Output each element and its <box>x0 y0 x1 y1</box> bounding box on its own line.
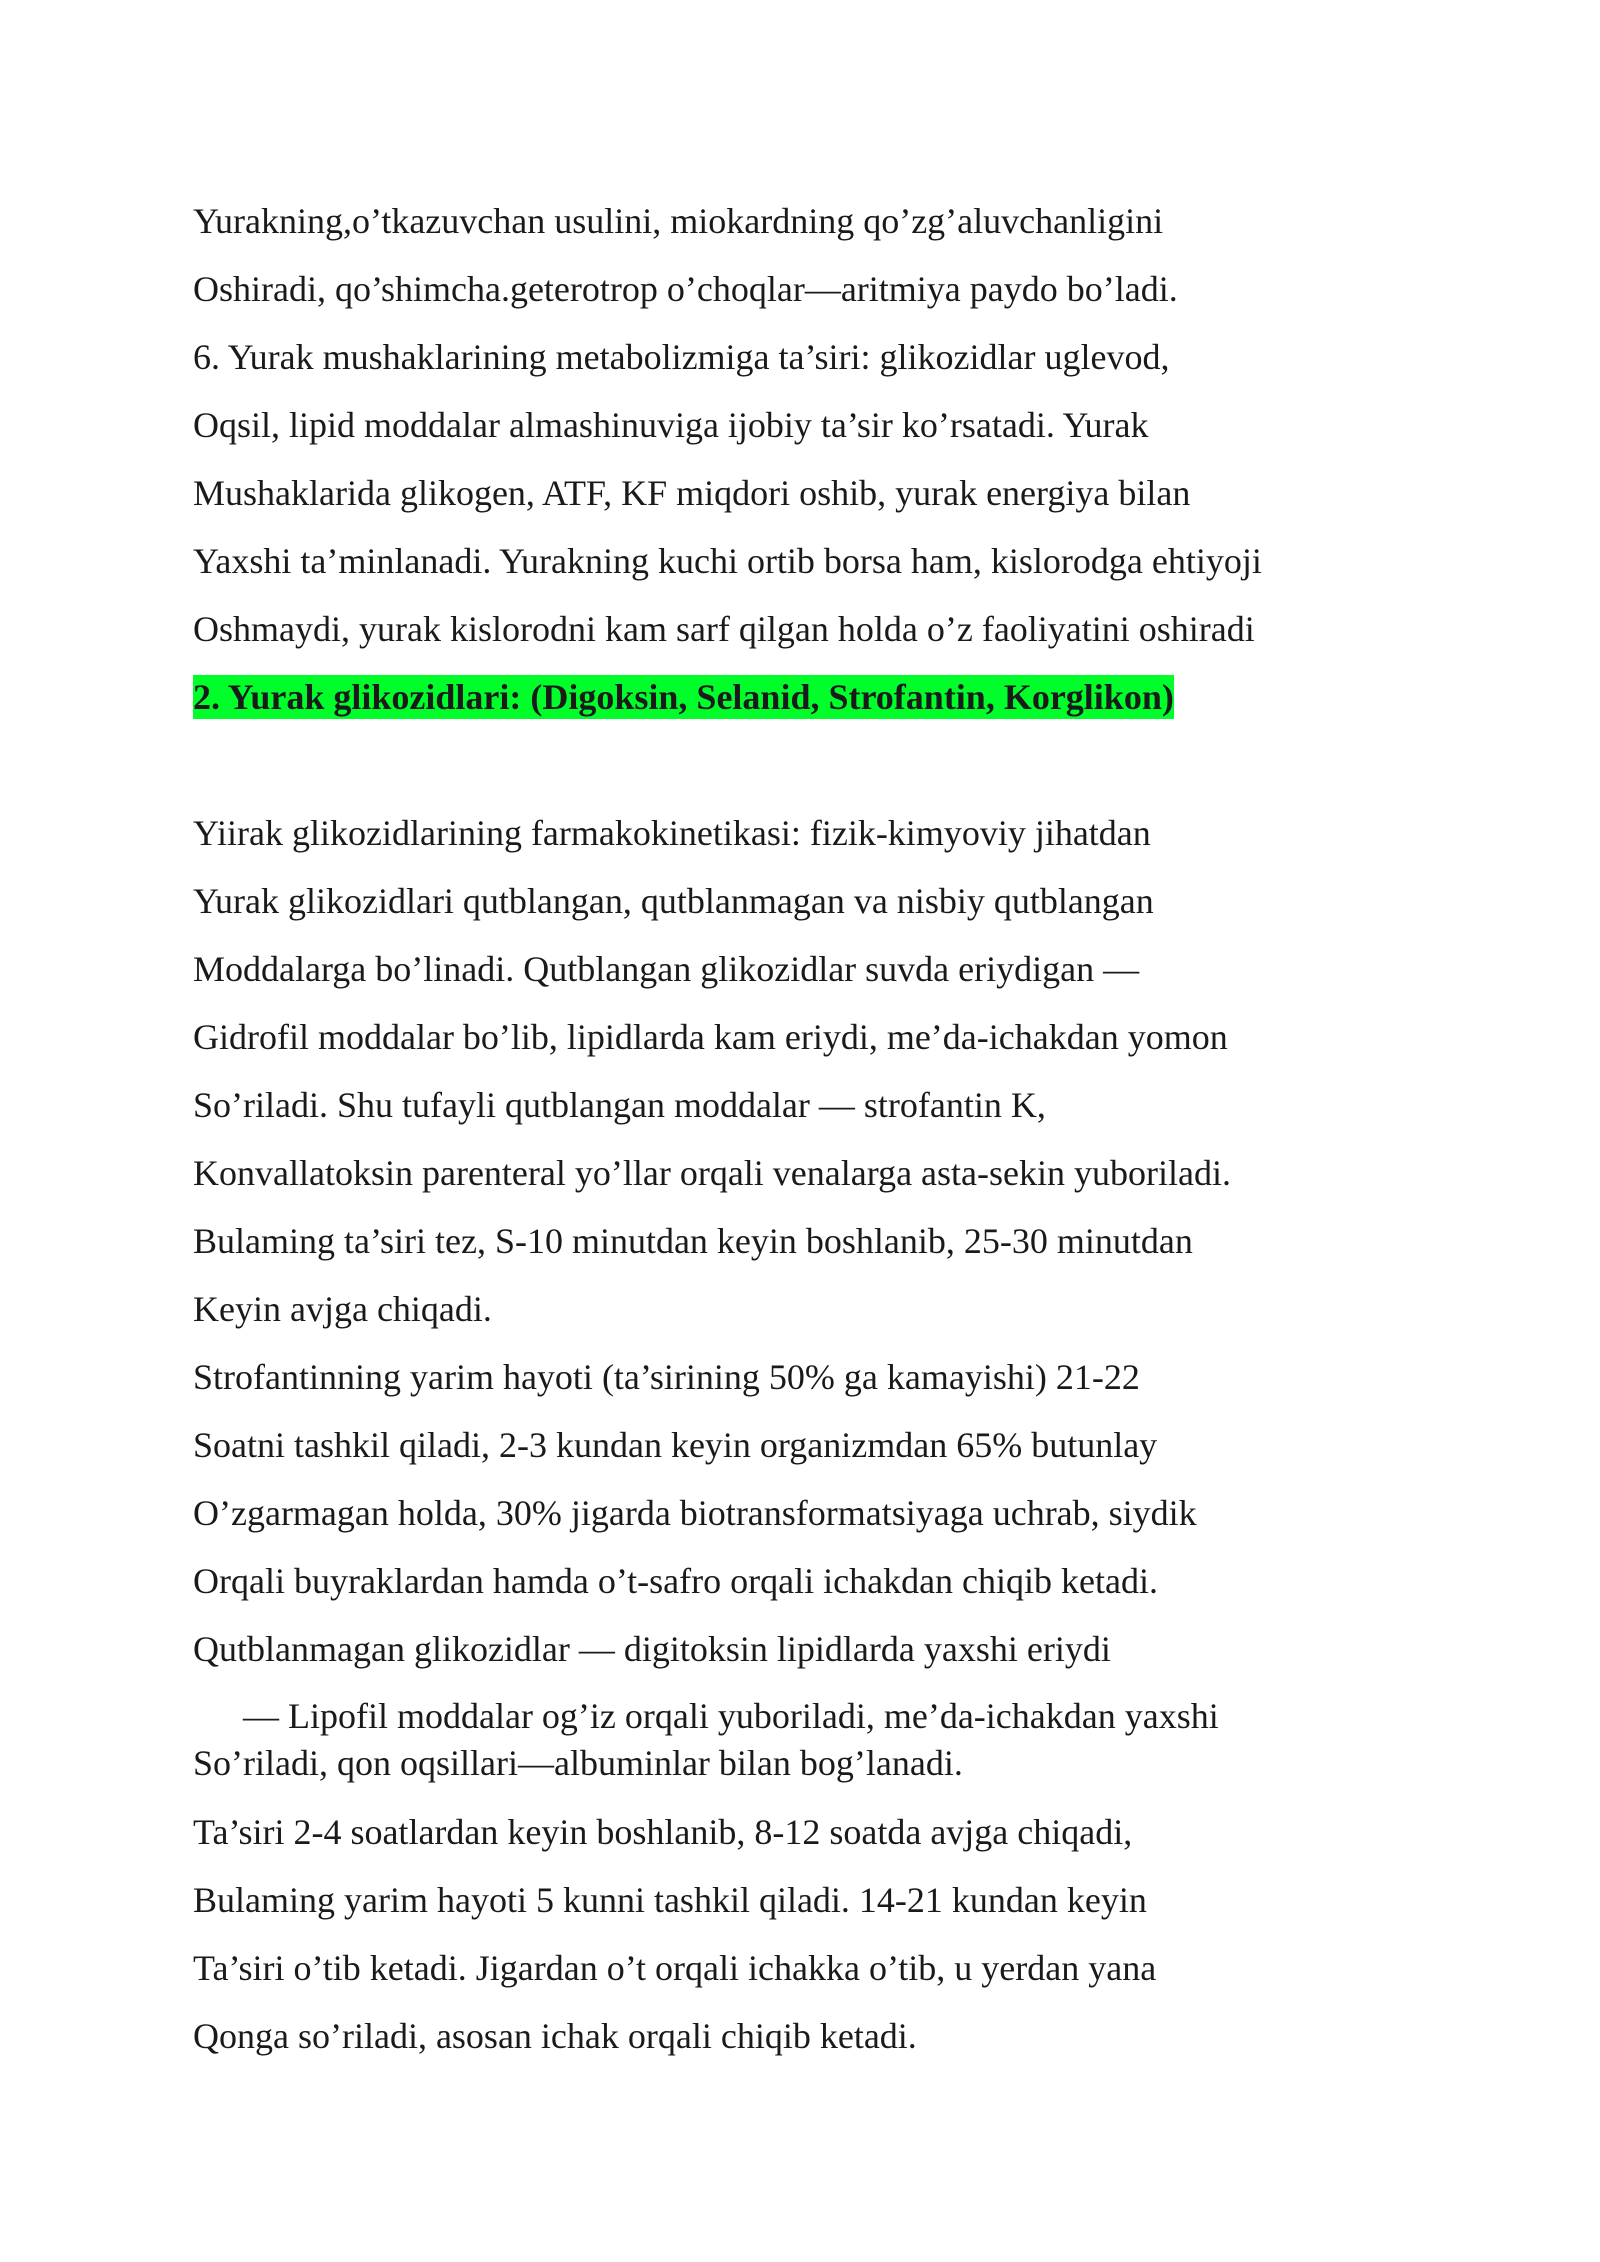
paragraph-line: O’zgarmagan holda, 30% jigarda biotransformatsiyaga uchrab, siydik <box>193 1493 1197 1533</box>
paragraph-line: Bulaming ta’siri tez, S-10 minutdan keyin boshlanib, 25-30 minutdan <box>193 1221 1193 1261</box>
paragraph-line: Yaxshi ta’minlanadi. Yurakning kuchi ortib borsa ham, kislorodga ehtiyoji <box>193 541 1262 581</box>
paragraph-line: So’riladi. Shu tufayli qutblangan moddalar — strofantin K, <box>193 1085 1046 1125</box>
paragraph-line: Yiirak glikozidlarining farmakokinetikasi: fizik-kimyoviy jihatdan <box>193 813 1151 853</box>
section-heading <box>193 663 1433 731</box>
blank-line <box>193 731 1433 799</box>
paragraph-line: Gidrofil moddalar bo’lib, lipidlarda kam eriydi, me’da-ichakdan yomon <box>193 1017 1228 1057</box>
paragraph-line: Qutblanmagan glikozidlar — digitoksin lipidlarda yaxshi eriydi <box>193 1629 1111 1669</box>
highlighted-heading-text: 2. Yurak glikozidlari: (Digoksin, Selanid, Strofantin, Korglikon) <box>193 677 1174 717</box>
paragraph-line: Keyin avjga chiqadi. <box>193 1289 492 1329</box>
paragraph-line: Oshiradi, qo’shimcha.geterotrop o’choqlar—aritmiya paydo bo’ladi. <box>193 269 1178 309</box>
paragraph-line: Yurakning,o’tkazuvchan usulini, miokardning qo’zg’aluvchanligini <box>193 201 1164 241</box>
paragraph-line: Qonga so’riladi, asosan ichak orqali chiqib ketadi. <box>193 2016 917 2056</box>
paragraph-line: Yurak glikozidlari qutblangan, qutblanmagan va nisbiy qutblangan <box>193 881 1154 921</box>
paragraph-line: Mushaklarida glikogen, ATF, KF miqdori oshib, yurak energiya bilan <box>193 473 1191 513</box>
paragraph-line: Ta’siri o’tib ketadi. Jigardan o’t orqali ichakka o’tib, u yerdan yana <box>193 1948 1157 1988</box>
paragraph-line: So’riladi, qon oqsillari—albuminlar bilan bog’lanadi. <box>193 1743 963 1783</box>
indented-paragraph-line: — Lipofil moddalar og’iz orqali yuboriladi, me’da-ichakdan yaxshi <box>243 1696 1219 1736</box>
paragraph-line: Moddalarga bo’linadi. Qutblangan glikozidlar suvda eriydigan — <box>193 949 1140 989</box>
paragraph-line: Strofantinning yarim hayoti (ta’sirining 50% ga kamayishi) 21-22 <box>193 1357 1140 1397</box>
paragraph-line: Ta’siri 2-4 soatlardan keyin boshlanib, 8-12 soatda avjga chiqadi, <box>193 1812 1133 1852</box>
paragraph-line: Oshmaydi, yurak kislorodni kam sarf qilgan holda o’z faoliyatini oshiradi <box>193 609 1255 649</box>
paragraph-line: Bulaming yarim hayoti 5 kunni tashkil qiladi. 14-21 kundan keyin <box>193 1880 1147 1920</box>
paragraph-line: Soatni tashkil qiladi, 2-3 kundan keyin organizmdan 65% butunlay <box>193 1425 1158 1465</box>
paragraph-line: Konvallatoksin parenteral yo’llar orqali venalarga asta-sekin yuboriladi. <box>193 1153 1231 1193</box>
paragraph-line: Oqsil, lipid moddalar almashinuviga ijobiy ta’sir ko’rsatadi. Yurak <box>193 405 1149 445</box>
paragraph-line: 6. Yurak mushaklarining metabolizmiga ta’siri: glikozidlar uglevod, <box>193 337 1170 377</box>
paragraph-line: Orqali buyraklardan hamda o’t-safro orqali ichakdan chiqib ketadi. <box>193 1561 1158 1601</box>
document-body <box>193 187 1433 2070</box>
